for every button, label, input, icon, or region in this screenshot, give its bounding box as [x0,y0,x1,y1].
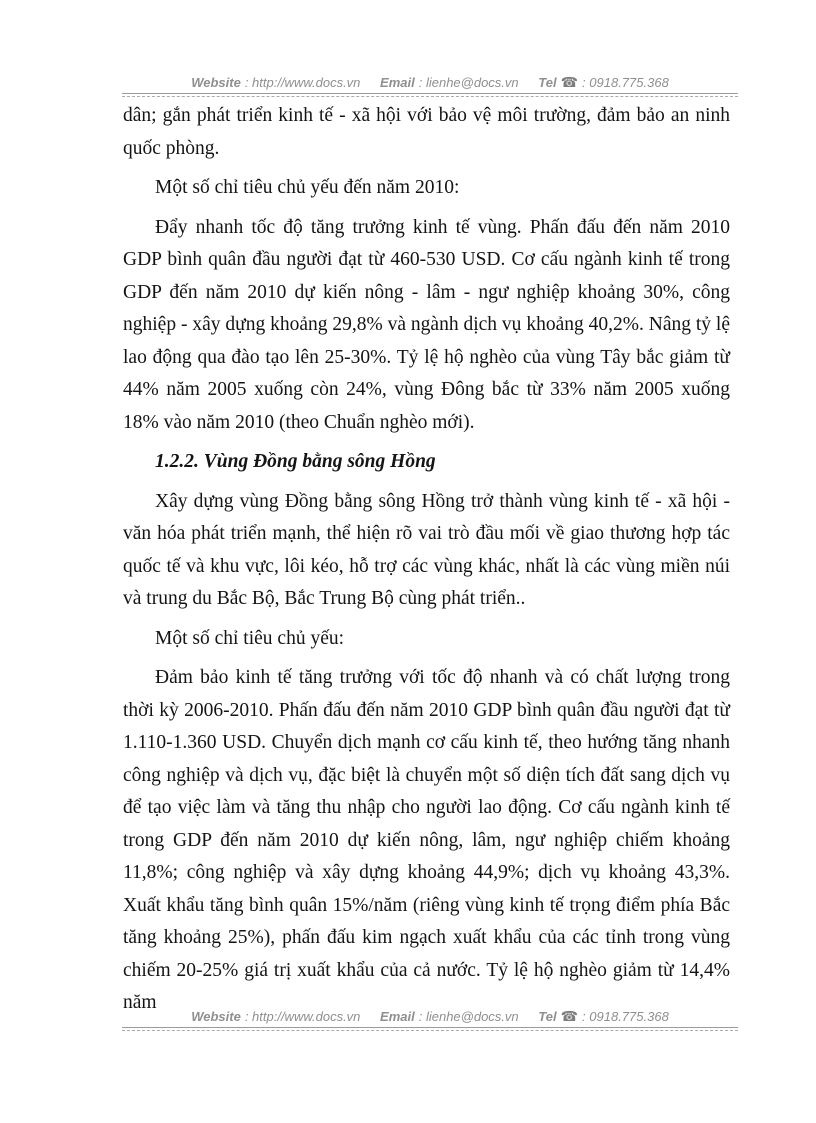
header-rule [122,93,738,97]
email-label: Email [380,1009,415,1024]
page-header [122,74,738,97]
footer-contact-line [122,1008,738,1025]
phone-icon: ☎ [560,1008,579,1024]
paragraph: Xây dựng vùng Đồng bằng sông Hồng trở thành vùng kinh tế - xã hội - văn hóa phát triển mạnh, thể hiện rõ vai trò đầu mối về giao thương hợp tác quốc tế và khu vực, lôi kéo, hỗ trợ các vùng khác, nhất là các vùng miền núi và trung du Bắc Bộ, Bắc Trung Bộ cùng phát triển.. [123,490,730,609]
tel-number: : 0918.775.368 [582,75,669,90]
page-footer [122,1008,738,1031]
website-url: : http://www.docs.vn [244,1009,361,1024]
website-label: Website [191,75,241,90]
website-label: Website [191,1009,241,1024]
footer-rule [122,1027,738,1031]
tel-number: : 0918.775.368 [582,1009,669,1024]
email-address: : lienhe@docs.vn [418,1009,519,1024]
paragraph: dân; gắn phát triển kinh tế - xã hội với bảo vệ môi trường, đảm bảo an ninh quốc phòng. [123,105,730,159]
paragraph: Một số chỉ tiêu chủ yếu: [155,627,345,649]
website-url: : http://www.docs.vn [244,75,361,90]
email-address: : lienhe@docs.vn [418,75,519,90]
paragraph: Đẩy nhanh tốc độ tăng trưởng kinh tế vùng. Phấn đấu đến năm 2010 GDP bình quân đầu người đạt từ 460-530 USD. Cơ cấu ngành kinh tế trong GDP đến năm 2010 dự kiến nông - lâm - ngư nghiệp khoảng 30%, công nghiệp - xây dựng khoảng 29,8% và ngành dịch vụ khoảng 40,2%. Nâng tỷ lệ lao động qua đào tạo lên 25-30%. Tỷ lệ hộ nghèo của vùng Tây bắc giảm từ 44% năm 2005 xuống còn 24%, vùng Đông bắc từ 33% năm 2005 xuống 18% vào năm 2010 (theo Chuẩn nghèo mới). [123,216,730,433]
header-contact-line [122,74,738,91]
document-body [123,100,730,1027]
paragraph: Đảm bảo kinh tế tăng trưởng với tốc độ nhanh và có chất lượng trong thời kỳ 2006-2010. Phấn đấu đến năm 2010 GDP bình quân đầu người đạt từ 1.110-1.360 USD. Chuyển dịch mạnh cơ cấu kinh tế, theo hướng tăng nhanh công nghiệp và dịch vụ, đặc biệt là chuyển một số diện tích đất sang dịch vụ để tạo việc làm và tăng thu nhập cho người lao động. Cơ cấu ngành kinh tế trong GDP đến năm 2010 dự kiến nông, lâm, ngư nghiệp chiếm khoảng 11,8%; công nghiệp và xây dựng khoảng 44,9%; dịch vụ khoảng 43,3%. Xuất khẩu tăng bình quân 15%/năm (riêng vùng kinh tế trọng điểm phía Bắc tăng khoảng 25%), phấn đấu kim ngạch xuất khẩu của các tỉnh trong vùng chiếm 20-25% giá trị xuất khẩu của cả nước. Tỷ lệ hộ nghèo giảm từ 14,4% năm [123,667,730,1013]
tel-label: Tel [538,75,557,90]
tel-label: Tel [538,1009,557,1024]
phone-icon: ☎ [560,74,579,90]
section-heading: 1.2.2. Vùng Đồng bằng sông Hồng [155,451,436,472]
email-label: Email [380,75,415,90]
paragraph: Một số chỉ tiêu chủ yếu đến năm 2010: [155,177,460,198]
